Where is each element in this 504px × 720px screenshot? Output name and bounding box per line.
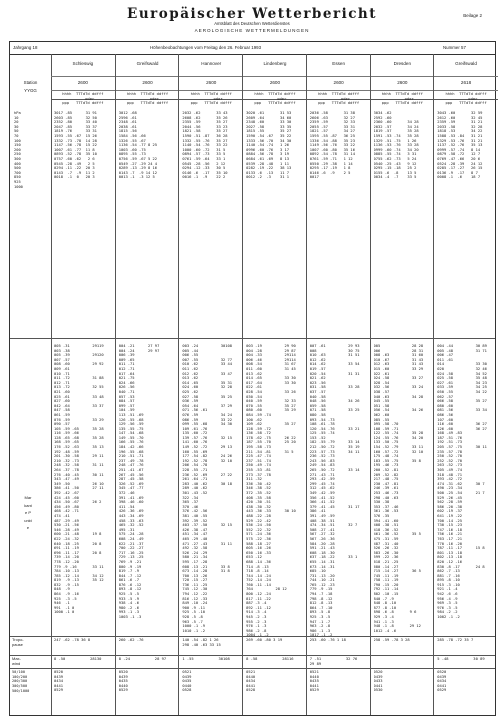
station-header bbox=[51, 54, 115, 106]
significant-points: 004 -44 30 89 005 -48 31 71 006 -47 011 -61 014 33 30 020 32 46 024 -58 34 52 025 -58 35 48 027 -61 34 23 033 -59 34 25 050 -55 34 22 062 -57 066 -58 35 27 080 -60 081 -56 33 34 086 -56 107 -60 116 -60 36 27 126 -60 36 27 168 -49 -83 187 -51 -76 192 -51 -73 205 -57 -75 30 11 235 -57 -78 250 -52 -70 252 -52 -70 263 -52 -73 305 -49 -74 318 -48 -71 393 -42 -72 474 -31 -62 30 7 490 -23 -34 500 -25 -54 21 7 529 -26 -45 562 -28 -59 586 -20 -38 602 -19 -37 641 -19 -22 700 -14 -25 730 -15 -23 747 -16 -18 756 -16 -21 763 -17 -21 770 -16 -20 787 -11 -17 15 8 801 -13 -18 802 -13 -18 820 -12 -16 830 -8 -17 24 8 862 -7 -13 881 -7 -16 895 -8 -10 915 -3 -10 921 -1 -4 942 -6 -6 956 -4 -9 969 -3 -5 976 -3 -5 984 -2 -2 1002 -1 -2 bbox=[437, 344, 487, 620]
tropopause-values: 140 -54 -82 1 26 298 -40 -63 33 15 bbox=[182, 638, 221, 647]
column-codes: hhhh TTTdTd ddfff oder ppp TTTdTd ddfff bbox=[371, 90, 435, 106]
tropopause-values: 258 -59 -78 3 28 bbox=[373, 638, 410, 642]
layer-values: 0520 0439 0434 0441 0529 bbox=[54, 670, 64, 693]
significant-points: 005 28 28 006 28 31 008 -63 31 60 010 -67 31 43 012 -63 31 43 015 -60 33 29 022 -61 024 -58 33 27 028 -54 032 -56 33 24 038 -57 040 -63 34 28 045 -55 051 -58 056 -54 34 26 062 -60 085 -55 095 -58 -70 108 -59 -71 122 -55 -74 35 28 124 -55 -76 34 20 133 -50 -75 154 -52 -79 33 11 160 -57 -72 32 10 175 -48 -74 183 -55 -75 35 8 195 -46 -73 200 -52 -81 209 -52 -82 217 -48 -75 230 -47 -81 246 -39 -61 253 -46 -73 298 -40 -63 330 -38 353 -37 -46 361 -36 -53 376 -35 394 -41 -60 408 -38 -51 418 -36 -52 461 -36 -52 35 5 475 -31 -59 487 -31 -40 526 -26 -32 583 -26 -30 599 -22 -36 618 -21 -25 680 -14 -27 715 -14 -27 36 5 745 -11 -19 758 -11 -19 790 -15 -20 792 -11 -14 802 -10 -15 840 -7 -9 848 -8 -10 877 -8 -10 898 -6 -8 9 6 929 -3 -4 941 -1 -3 948 -1 -8 29 12 1012 -4 -6 bbox=[373, 344, 424, 633]
station-time: 2600 bbox=[116, 76, 180, 85]
yyggg-label: YYGG bbox=[24, 88, 37, 93]
layer-values: 0520 0439 0433 0441 0530 bbox=[373, 670, 383, 693]
station-time: 2600 bbox=[371, 76, 435, 85]
station-name: Essen bbox=[332, 61, 346, 66]
standard-levels: 3034 -62 2592 -60 2360 -60 34 28 2032 -57 34 24 1819 -57 35 28 1591 -53 -74 35 28 1329 -51 -75 1 26 1136 -53 -76 33 28 0999 -60 -74 34 20 0885 -55 -74 3 31 0755 -62 -73 5 24 0540 -25 -43 9 12 0295 -15 -18 25 2 0155 -6 -8 13 5 0034 -4 -7 33 5 bbox=[373, 111, 419, 180]
page-subtitle: Amtsblatt des Deutschen Wetterdienstes bbox=[214, 21, 290, 26]
maxwind-values: 8 -24 28 97 bbox=[118, 657, 167, 661]
station-name: Dresden bbox=[393, 61, 412, 66]
jahrgang: Jahrgang 18 bbox=[13, 45, 38, 50]
standard-levels: 2036 -58 31 38 2606 -63 32 27 2359 -59 32 33 2055 -57 33 31 1821 -57 34 27 1595 -55 -87 36 25 1336 -54 -88 35 23 1149 -56 -76 33 22 1007 -60 -80 35 16 0892 -54 -78 31 14 0761 -59 -71 1 12 0550 -29 -38 1 14 0295 -17 -19 1 8 0146 -6 -9 2 5 0017 bbox=[309, 111, 355, 180]
section-title: AEROLOGISCHE WETTERMELDUNGEN bbox=[194, 28, 310, 33]
tropopause-values: 247 -62 -78 36 8 bbox=[54, 638, 91, 642]
tropopause-values: 260 -62 -76 bbox=[118, 638, 144, 642]
station-time: 2600 bbox=[179, 76, 243, 85]
page-title: Europäischer Wetterbericht bbox=[127, 6, 377, 22]
maxwind-values: 1 -55 30108 bbox=[182, 657, 230, 661]
standard-levels: 3017 -85 31 91 2603 -85 32 50 2352 -80 33 40 2047 -85 33 37 1819 -76 33 31 1593 -55 -67 15 26 1332 -73 -78 14 28 1147 -56 -78 15 22 1007 -61 -77 11 8 0893 -52 -78 35 10 0757 -60 -62 2 6 0545 -28 -49 2 5 0294 -11 -22 20 3 0143 -7 -9 11 2 0018 -1 0 20 3 bbox=[54, 111, 97, 180]
section-divider bbox=[10, 338, 495, 339]
maxwind-divider bbox=[10, 655, 495, 656]
station-column bbox=[433, 54, 498, 715]
station-column bbox=[51, 54, 115, 715]
column-codes: hhhh TTTdTd ddfff oder ppp TTTdTd ddfff bbox=[243, 90, 307, 106]
maxwind-values: 8 -58 28116 bbox=[246, 657, 294, 661]
observation-date: Höhenbeobachtungen vom Freitag den 26. Februar 1993 bbox=[150, 45, 262, 50]
station-time: 2618 bbox=[434, 76, 498, 85]
significant-points: 007 -61 29 93 008 30 75 010 -63 31 51 012 -62 014 -62 33 54 019 -57 020 -54 31 31 021 -62 023 -56 031 -58 33 28 037 -57 040 -58 048 -56 34 26 059 -58 071 -58 33 25 080 -58 093 -54 -73 108 -61 -78 120 -54 -76 33 21 125 -55 -74 153 -52 182 -55 -79 33 14 212 -50 -72 35 19 223 -57 -73 34 11 236 -52 -73 243 -56 -83 249 -54 -83 265 -50 -72 33 14 271 -43 -71 293 -42 -59 299 -45 -74 312 -45 -62 349 -42 -59 356 -41 -52 366 -41 -52 379 -41 -45 31 17 386 -41 391 -49 -59 408 -38 -51 474 -34 -51 32 7 508 -27 -41 567 -27 -32 567 -26 -36 584 -20 -28 591 -21 -43 608 -18 -30 637 -18 -22 33 1 655 -14 -31 673 -14 -31 685 -10 731 -13 -20 744 -10 -21 765 -12 -23 779 -9 -15 794 -7 -18 798 -8 -12 812 -8 -13 864 -7 -10 893 -5 -8 925 -3 -5 947 -1 -7 963 -2 -8 986 -1 -3 1017 -1 -2 bbox=[309, 344, 360, 638]
station-header bbox=[371, 54, 435, 106]
station-header bbox=[307, 54, 371, 106]
beilage-label: Beilage 2 bbox=[463, 13, 482, 18]
station-column bbox=[115, 54, 180, 715]
standard-levels: 2032 -62 33 43 2608 -62 35 26 2355 -59 35 27 2044 -56 33 23 1821 -58 35 27 1590 -51 -87 36 28 1332 -55 -76 35 27 1140 -54 -76 33 22 1000 -60 -72 31 5 0894 -57 -73 33 5 0761 -59 -64 33 1 0545 -28 -56 2 12 0294 -12 -33 30 5 0146 -6 -17 35 10 0016 -1 -9 22 2 bbox=[182, 111, 228, 180]
layer-labels: 50/100 100/200 200/300 300/500 500/1000 bbox=[12, 670, 30, 693]
report-table bbox=[9, 41, 496, 716]
column-codes: hhhh TTTdTd ddfff oder ppp TTTdTd ddfff bbox=[434, 90, 498, 106]
station-column bbox=[242, 54, 307, 715]
issue-number: Nummer 57 bbox=[443, 45, 466, 50]
standard-levels: 3012 -68 2596 -61 2348 -61 2038 -61 1815 -56 1584 -56 -66 1326 -55 -67 1136 -54 -77 8 25 1003 -60 -75 0895 -55 -73 0756 -59 -67 5 22 0549 -27 -29 24 4 0289 -13 -29 8 16 0143 -7 -9 14 12 0013 -1 -3 12 5 bbox=[118, 111, 158, 180]
header bbox=[0, 0, 504, 40]
layer-values: 0521 0440 0435 0441 0529 bbox=[309, 670, 319, 693]
station-name: Schleswig bbox=[72, 61, 94, 66]
significant-points: 004 -21 27 97 004 -24 29 97 006 -39 009 -65 011 -71 012 -71 017 -64 021 -75 024 -66 026 -56 040 -71 057 -53 084 -57 099 -57 104 -59 113 -51 -69 126 -55 -68 129 -56 -59 135 -55 -75 147 -54 -68 149 -55 -70 166 -55 -76 184 -42 -66 196 -55 -68 210 -51 -71 237 -49 -78 248 -47 -76 251 -41 -67 267 -45 -56 287 -45 -58 326 -52 -69 345 -47 -77 372 -46 391 -41 -69 398 -46 -60 411 -54 426 -36 -69 443 -34 -69 458 -33 -63 465 -32 -52 495 -31 575 -24 -28 608 -24 -49 622 -21 -37 700 -22 -27 717 -16 -25 729 -13 -25 769 -9 -21 800 -9 -19 819 -7 -9 844 -7 -12 861 -6 -7 876 -6 -12 893 -8 -12 925 -5 -5 933 -5 -9 938 -4 -6 980 -2 -6 993 -1 -3 1003 -1 -3 bbox=[118, 344, 160, 620]
column-codes: hhhh TTTdTd ddfff oder ppp TTTdTd ddfff bbox=[307, 90, 371, 106]
maxwind-values: 5 -48 30 89 bbox=[437, 657, 485, 661]
significant-points: 005 -31 29119 003 -38 005 -39 29120 007 -57 008 -60 29 92 009 -61 010 -71 011 -72 31 88 012 -71 013 -72 32 55 021 -60 025 -61 33 48 027 -60 042 -64 33 37 047 -58 061 -59 076 -59 33 29 090 -57 105 -59 -65 35 28 116 -59 -66 128 -65 -68 35 28 168 -59 -65 176 -52 -63 35 13 192 -48 -59 201 -30 -58 29 11 210 -32 -73 248 -32 -58 31 11 264 -37 -78 276 -40 -45 30 11 343 -47 -49 349 -50 26 10 386 -41 -50 27 11 392 -42 -67 424 -45 -60 434 -50 -67 26 2 456 -49 -80 468 -42 -71 474 -41 487 -29 -49 530 -21 -56 546 -28 -49 600 -21 -48 19 8 622 -24 -32 640 -18 -25 20 8 691 -11 -19 696 -11 -17 20 8 739 -14 -20 778 -12 -20 779 -9 -16 33 11 784 -10 -13 785 -12 -14 34 12 819 -9 -13 35 12 832 -9 -15 848 -9 864 -9 -16 925 -3 -5 946 -1 991 -1 0 1000 -1 0 bbox=[54, 344, 104, 615]
station-header bbox=[179, 54, 243, 106]
tropopause-values: 253 -60 -76 1 18 bbox=[309, 638, 346, 642]
significant-points: 003 -24 30108 005 -44 006 -55 007 -55 32 77 010 -62 33 44 011 -62 012 -62 33 47 013 -62 014 -65 35 31 024 -60 32 28 025 -62 027 -58 35 25 036 -59 054 -64 37 29 071 -56 -61 076 -59 34 24 086 -59 33 22 099 -55 -68 34 30 109 -61 -76 135 -60 -72 139 -57 -76 32 15 141 -60 -76 149 -52 -72 29 13 160 -55 -69 177 -54 -82 24 26 192 -52 -78 32 10 206 -54 -78 228 -55 -71 236 -52 -69 27 22 261 -64 -71 283 -40 -62 30 18 289 -40 -62 301 -43 -52 322 -34 365 -37 370 -46 376 -42 -56 381 -40 -55 392 -39 -52 403 -37 -50 32 15 426 -38 -47 451 -34 -47 465 -29 -40 471 -27 -43 31 11 492 -32 -58 526 -24 -29 580 -21 -34 595 -17 -28 608 -13 -21 33 8 673 -14 -28 31 8 700 -13 -26 720 -15 -27 736 -11 -25 745 -12 -30 794 -12 -22 816 -12 -33 849 -10 -24 900 -9 -11 925 -5 -10 928 -5 -8 963 -5 -7 1000 -1 -9 1010 -1 -2 bbox=[182, 344, 233, 633]
station-column bbox=[306, 54, 371, 715]
maxwind-values: 7 -51 32 76 29 89 bbox=[309, 657, 358, 666]
layer-values: 0521 0439 0435 0440 0528 bbox=[182, 670, 192, 693]
station-name: Hannover bbox=[201, 61, 222, 66]
tropopause-values: 285 -78 -72 35 7 bbox=[437, 638, 474, 642]
station-header bbox=[434, 54, 498, 106]
layer-divider bbox=[10, 668, 495, 669]
significant-points: 003 -19 29 90 004 -28 29 87 004 -33 29114 006 -46 29114 008 -54 31 67 011 -60 31 45 013 -62 014 -65 33 30 017 -64 33 30 022 -61 028 -54 33 26 030 -54 040 -59 32 33 070 -55 35 27 080 -60 35 29 084 -59 -74 100 -62 109 -62 35 27 128 -59 -72 136 -58 -72 178 -62 -75 26 22 187 -55 -70 25 20 195 -58 -73 211 -54 -81 31 5 225 -47 -74 237 -51 -74 250 -49 -74 255 -53 -81 273 -37 -78 311 -32 336 -30 -42 346 -38 -52 372 -35 -52 408 -35 -58 420 -30 -51 438 -30 -32 443 -36 -33 30 10 488 -22 -28 529 -22 -42 536 -24 -50 552 -22 -32 571 -24 -36 575 -22 -36 588 -18 -27 605 -16 -26 650 -16 -33 653 -12 688 -14 -36 714 -8 -13 718 -8 -14 744 -14 -24 752 -14 -24 760 -11 -14 764 28 12 800 -12 -24 817 -11 -22 887 -3 -4 892 -11 -12 914 -3 -4 945 -2 -3 955 -2 -3 976 -1 -3 986 -2 -8 1004 -1 -2 bbox=[246, 344, 296, 638]
significant-points-label: Markante Punkte bbox=[24, 495, 32, 530]
maxwind-values: 8 -50 28130 bbox=[54, 657, 102, 661]
tropopause-divider bbox=[10, 636, 495, 637]
station-label: Station bbox=[23, 80, 38, 85]
station-header bbox=[243, 54, 307, 106]
layer-values: 0521 0440 0434 0441 0528 bbox=[246, 670, 256, 693]
station-column bbox=[370, 54, 435, 715]
column-codes: hhhh TTTdTd ddfff oder ppp TTTdTd ddfff bbox=[51, 90, 115, 106]
label-column bbox=[10, 54, 52, 715]
station-column bbox=[178, 54, 243, 715]
station-name: Lindenberg bbox=[263, 61, 287, 66]
layer-values: 0520 0439 0434 0441 0529 bbox=[437, 670, 447, 693]
pressure-levels: hPa 10 20 30 50 70 100 150 200 250 300 400 500 700 850 925 1000 bbox=[14, 111, 23, 189]
station-time: 2600 bbox=[243, 76, 307, 85]
tropopause-values: 269 -60 -80 3 19 bbox=[246, 638, 283, 642]
standard-levels: 3020 -61 31 53 2609 -64 34 60 2348 -60 33 30 2027 -58 33 35 1815 -55 35 27 1590 -54 -67 35 22 1333 -56 -70 34 30 1140 -54 -74 1 26 0996 -60 -76 3 17 0884 -56 -78 3 19 0684 -61 -69 8 13 0539 -28 -48 1 11 0282 -19 -22 38 13 0133 -6 -13 11 7 0012 -2 -3 31 1 bbox=[246, 111, 292, 180]
station-header bbox=[116, 54, 180, 106]
station-time: 2600 bbox=[51, 76, 115, 85]
station-name: Greifswald bbox=[455, 61, 477, 66]
column-codes: hhhh TTTdTd ddfff oder ppp TTTdTd ddfff bbox=[179, 90, 243, 106]
station-time: 2600 bbox=[307, 76, 371, 85]
layer-values: 0520 0439 0435 0440 0529 bbox=[118, 670, 128, 693]
standard-levels: 3043 -60 32 59 2612 -60 32 45 2359 -59 31 21 2033 -58 32 28 1818 -53 34 22 1588 -53 -84 31 21 1329 -53 -76 31 21 1137 -52 -76 35 13 0999 -57 -74 8 14 0879 -58 -72 12 7 0769 -47 -66 20 6 0524 -28 -39 24 12 0285 -17 -27 26 15 0136 -9 -17 8 7 0008 -1 -6 18 7 bbox=[437, 111, 483, 180]
tropopause-label: Tropo- pause bbox=[12, 637, 24, 647]
maxwind-label: Max- wind bbox=[12, 656, 21, 666]
column-codes: hhhh TTTdTd ddfff oder ppp TTTdTd ddfff bbox=[116, 90, 180, 106]
station-name: Greifswald bbox=[136, 61, 159, 66]
